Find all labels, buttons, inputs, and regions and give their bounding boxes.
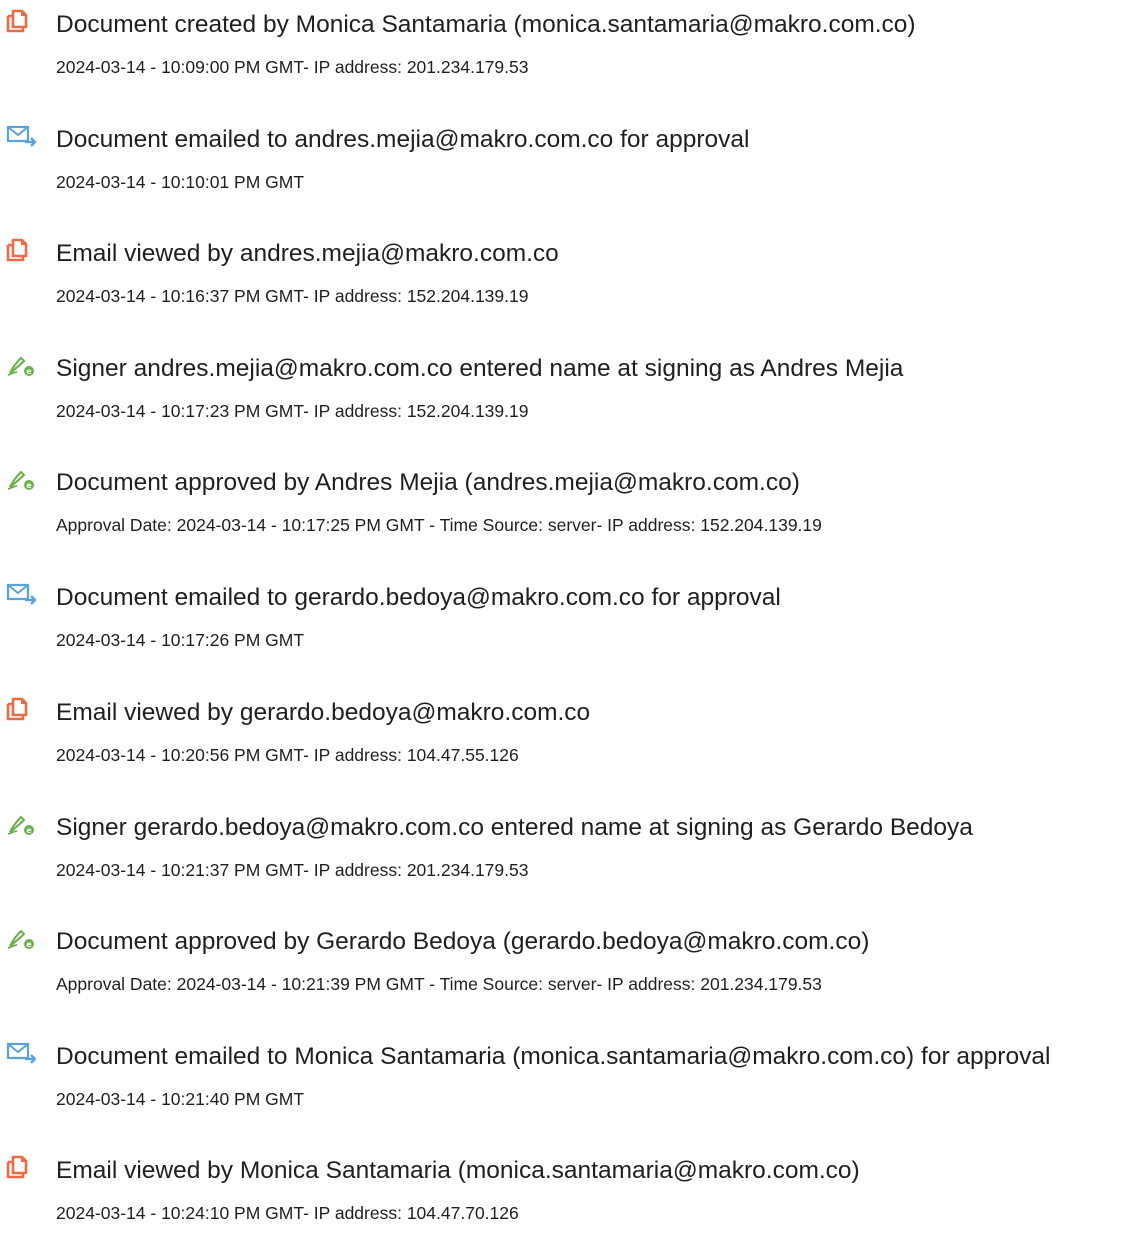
event-title: Document approved by Gerardo Bedoya (gerardo.bedoya@makro.com.co) (56, 928, 870, 955)
event-detail: 2024-03-14 - 10:17:23 PM GMT- IP address: 152.204.139.19 (56, 401, 529, 421)
document-pdf-icon (6, 1155, 46, 1179)
audit-event-signer-name (0, 803, 1141, 903)
document-pdf-icon (6, 238, 46, 262)
svg-text:e: e (26, 826, 32, 835)
event-detail: 2024-03-14 - 10:21:40 PM GMT (56, 1089, 305, 1109)
document-pdf-icon (6, 9, 46, 33)
event-title: Document approved by Andres Mejia (andres.mejia@makro.com.co) (56, 469, 800, 496)
event-detail: 2024-03-14 - 10:17:26 PM GMT (56, 630, 305, 650)
event-detail: 2024-03-14 - 10:21:37 PM GMT- IP address: 201.234.179.53 (56, 860, 529, 880)
email-send-icon (6, 1041, 46, 1065)
audit-event-email-sent (0, 1032, 1141, 1132)
pen-signature-icon (6, 926, 46, 950)
event-title: Document emailed to gerardo.bedoya@makro.com.co for approval (56, 584, 781, 611)
audit-event-email-viewed (0, 1146, 1141, 1246)
event-title: Document created by Monica Santamaria (monica.santamaria@makro.com.co) (56, 11, 916, 38)
email-send-icon (6, 582, 46, 606)
audit-event-email-sent (0, 573, 1141, 673)
audit-event-email-viewed (0, 229, 1141, 329)
audit-event-signer-name (0, 344, 1141, 444)
email-send-icon (6, 124, 46, 148)
event-detail: Approval Date: 2024-03-14 - 10:21:39 PM GMT - Time Source: server- IP address: 201.234.179.53 (56, 974, 822, 994)
audit-event-document-created (0, 0, 1141, 100)
audit-event-email-sent (0, 115, 1141, 215)
event-detail: 2024-03-14 - 10:09:00 PM GMT- IP address: 201.234.179.53 (56, 57, 529, 77)
event-title: Email viewed by gerardo.bedoya@makro.com.co (56, 699, 591, 726)
audit-event-approved (0, 458, 1141, 558)
document-pdf-icon (6, 697, 46, 721)
svg-text:e: e (26, 481, 32, 490)
svg-text:e: e (26, 940, 32, 949)
audit-event-approved (0, 917, 1141, 1017)
event-detail: Approval Date: 2024-03-14 - 10:17:25 PM GMT - Time Source: server- IP address: 152.204.139.19 (56, 515, 822, 535)
pen-signature-icon (6, 467, 46, 491)
event-detail: 2024-03-14 - 10:24:10 PM GMT- IP address: 104.47.70.126 (56, 1203, 519, 1223)
event-detail: 2024-03-14 - 10:20:56 PM GMT- IP address: 104.47.55.126 (56, 745, 519, 765)
event-title: Email viewed by Monica Santamaria (monica.santamaria@makro.com.co) (56, 1157, 860, 1184)
event-title: Signer andres.mejia@makro.com.co entered name at signing as Andres Mejia (56, 355, 904, 382)
event-detail: 2024-03-14 - 10:10:01 PM GMT (56, 172, 305, 192)
pen-signature-icon (6, 812, 46, 836)
audit-event-email-viewed (0, 688, 1141, 788)
event-detail: 2024-03-14 - 10:16:37 PM GMT- IP address: 152.204.139.19 (56, 286, 529, 306)
event-title: Email viewed by andres.mejia@makro.com.co (56, 240, 559, 267)
event-title: Document emailed to Monica Santamaria (monica.santamaria@makro.com.co) for approval (56, 1043, 1051, 1070)
pen-signature-icon (6, 353, 46, 377)
event-title: Document emailed to andres.mejia@makro.com.co for approval (56, 126, 750, 153)
event-title: Signer gerardo.bedoya@makro.com.co entered name at signing as Gerardo Bedoya (56, 814, 973, 841)
svg-text:e: e (26, 367, 32, 376)
